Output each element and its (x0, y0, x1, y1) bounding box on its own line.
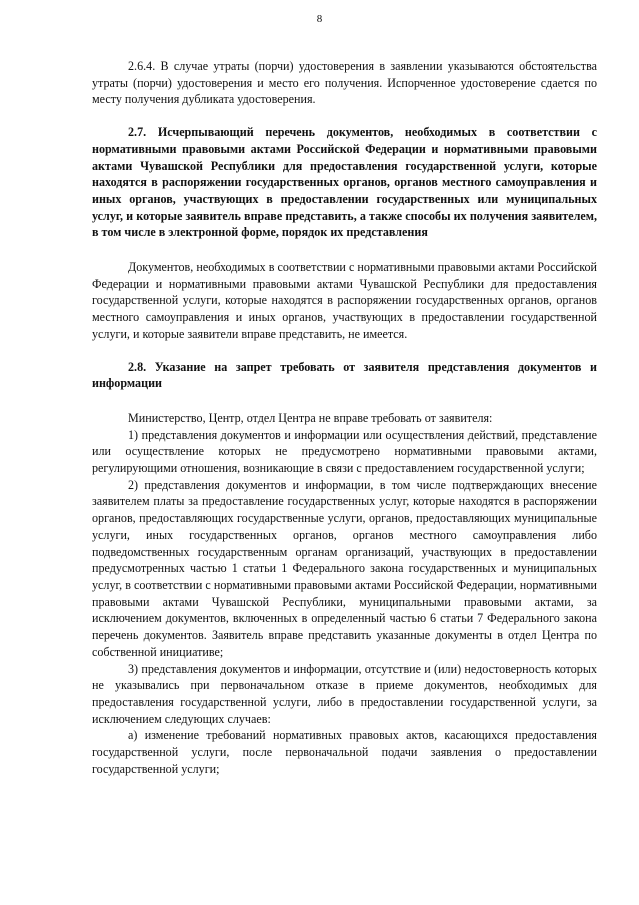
list-item-1: 1) представления документов и информации или осуществления действий, представление или осуществление которых не предусмотрено нормативными правовыми актами, регулирующими отношения, возникающие в связи с предоставлением государственной услуги; (92, 427, 597, 476)
paragraph-no-documents: Документов, необходимых в соответствии с нормативными правовыми актами Российской Федерации и нормативными правовыми актами Чувашской Республики для предоставления государственной услуги, которые находятся в распоряжении государственных органов, органов местного самоуправления и иных органов, участвующих в предоставлении государственной услуги, и которые заявители вправе представить, не имеется. (92, 260, 597, 341)
paragraph-intro: Министерство, Центр, отдел Центра не вправе требовать от заявителя: (128, 410, 493, 425)
paragraph-2-6-4: 2.6.4. В случае утраты (порчи) удостоверения в заявлении указываются обстоятельства утраты (порчи) удостоверения и место его получения. Испорченное удостоверение сдается по месту получения дубликата удостоверения. (92, 59, 597, 107)
page-number: 8 (316, 13, 323, 25)
list-item-3: 3) представления документов и информации, отсутствие и (или) недостоверность которых не указывались при первоначальном отказе в приеме документов, необходимых для предоставления государственной услуги, либо в предоставлении государственной услуги, за исключением следующих случаев: (92, 661, 597, 726)
list-item-3a: а) изменение требований нормативных правовых актов, касающихся предоставления государственной услуги, после первоначальной подачи заявления о предоставлении государственной услуги; (92, 728, 597, 776)
list-item-2: 2) представления документов и информации, в том числе подтверждающих внесение заявителем платы за предоставление государственных услуг, которые находятся в распоряжении органов, предоставляющих государственные услуги, органов, предоставляющих муниципальные услуги, иных государственных органов, органов местного самоуправления либо подведомственных государственным органам организаций, участвующих в предоставлении предусмотренных частью 1 статьи 1 Федерального закона государственных и муниципальных услуг, в соответствии с нормативными правовыми актами Российской Федерации, нормативными правовыми актами Чувашской Республики, муниципальными правовыми актами, за исключением документов, включенных в определенный частью 6 статьи 7 Федерального закона перечень документов. Заявитель вправе представить указанные документы в отдел Центра по собственной инициативе; (92, 477, 597, 659)
section-heading-2-8: 2.8. Указание на запрет требовать от заявителя представления документов и информации (92, 359, 597, 391)
section-heading-2-7: 2.7. Исчерпывающий перечень документов, необходимых в соответствии с нормативными правовыми актами Российской Федерации и нормативными правовыми актами Чувашской Республики для предоставления государственной услуги, которые находятся в распоряжении государственных органов, органов местного самоуправления и иных органов, участвующих в предоставлении государственных или муниципальных услуг, и которые заявитель вправе представить, а также способы их получения заявителем, в том числе в электронной форме, порядок их представления (92, 125, 597, 240)
document-body (92, 58, 597, 777)
